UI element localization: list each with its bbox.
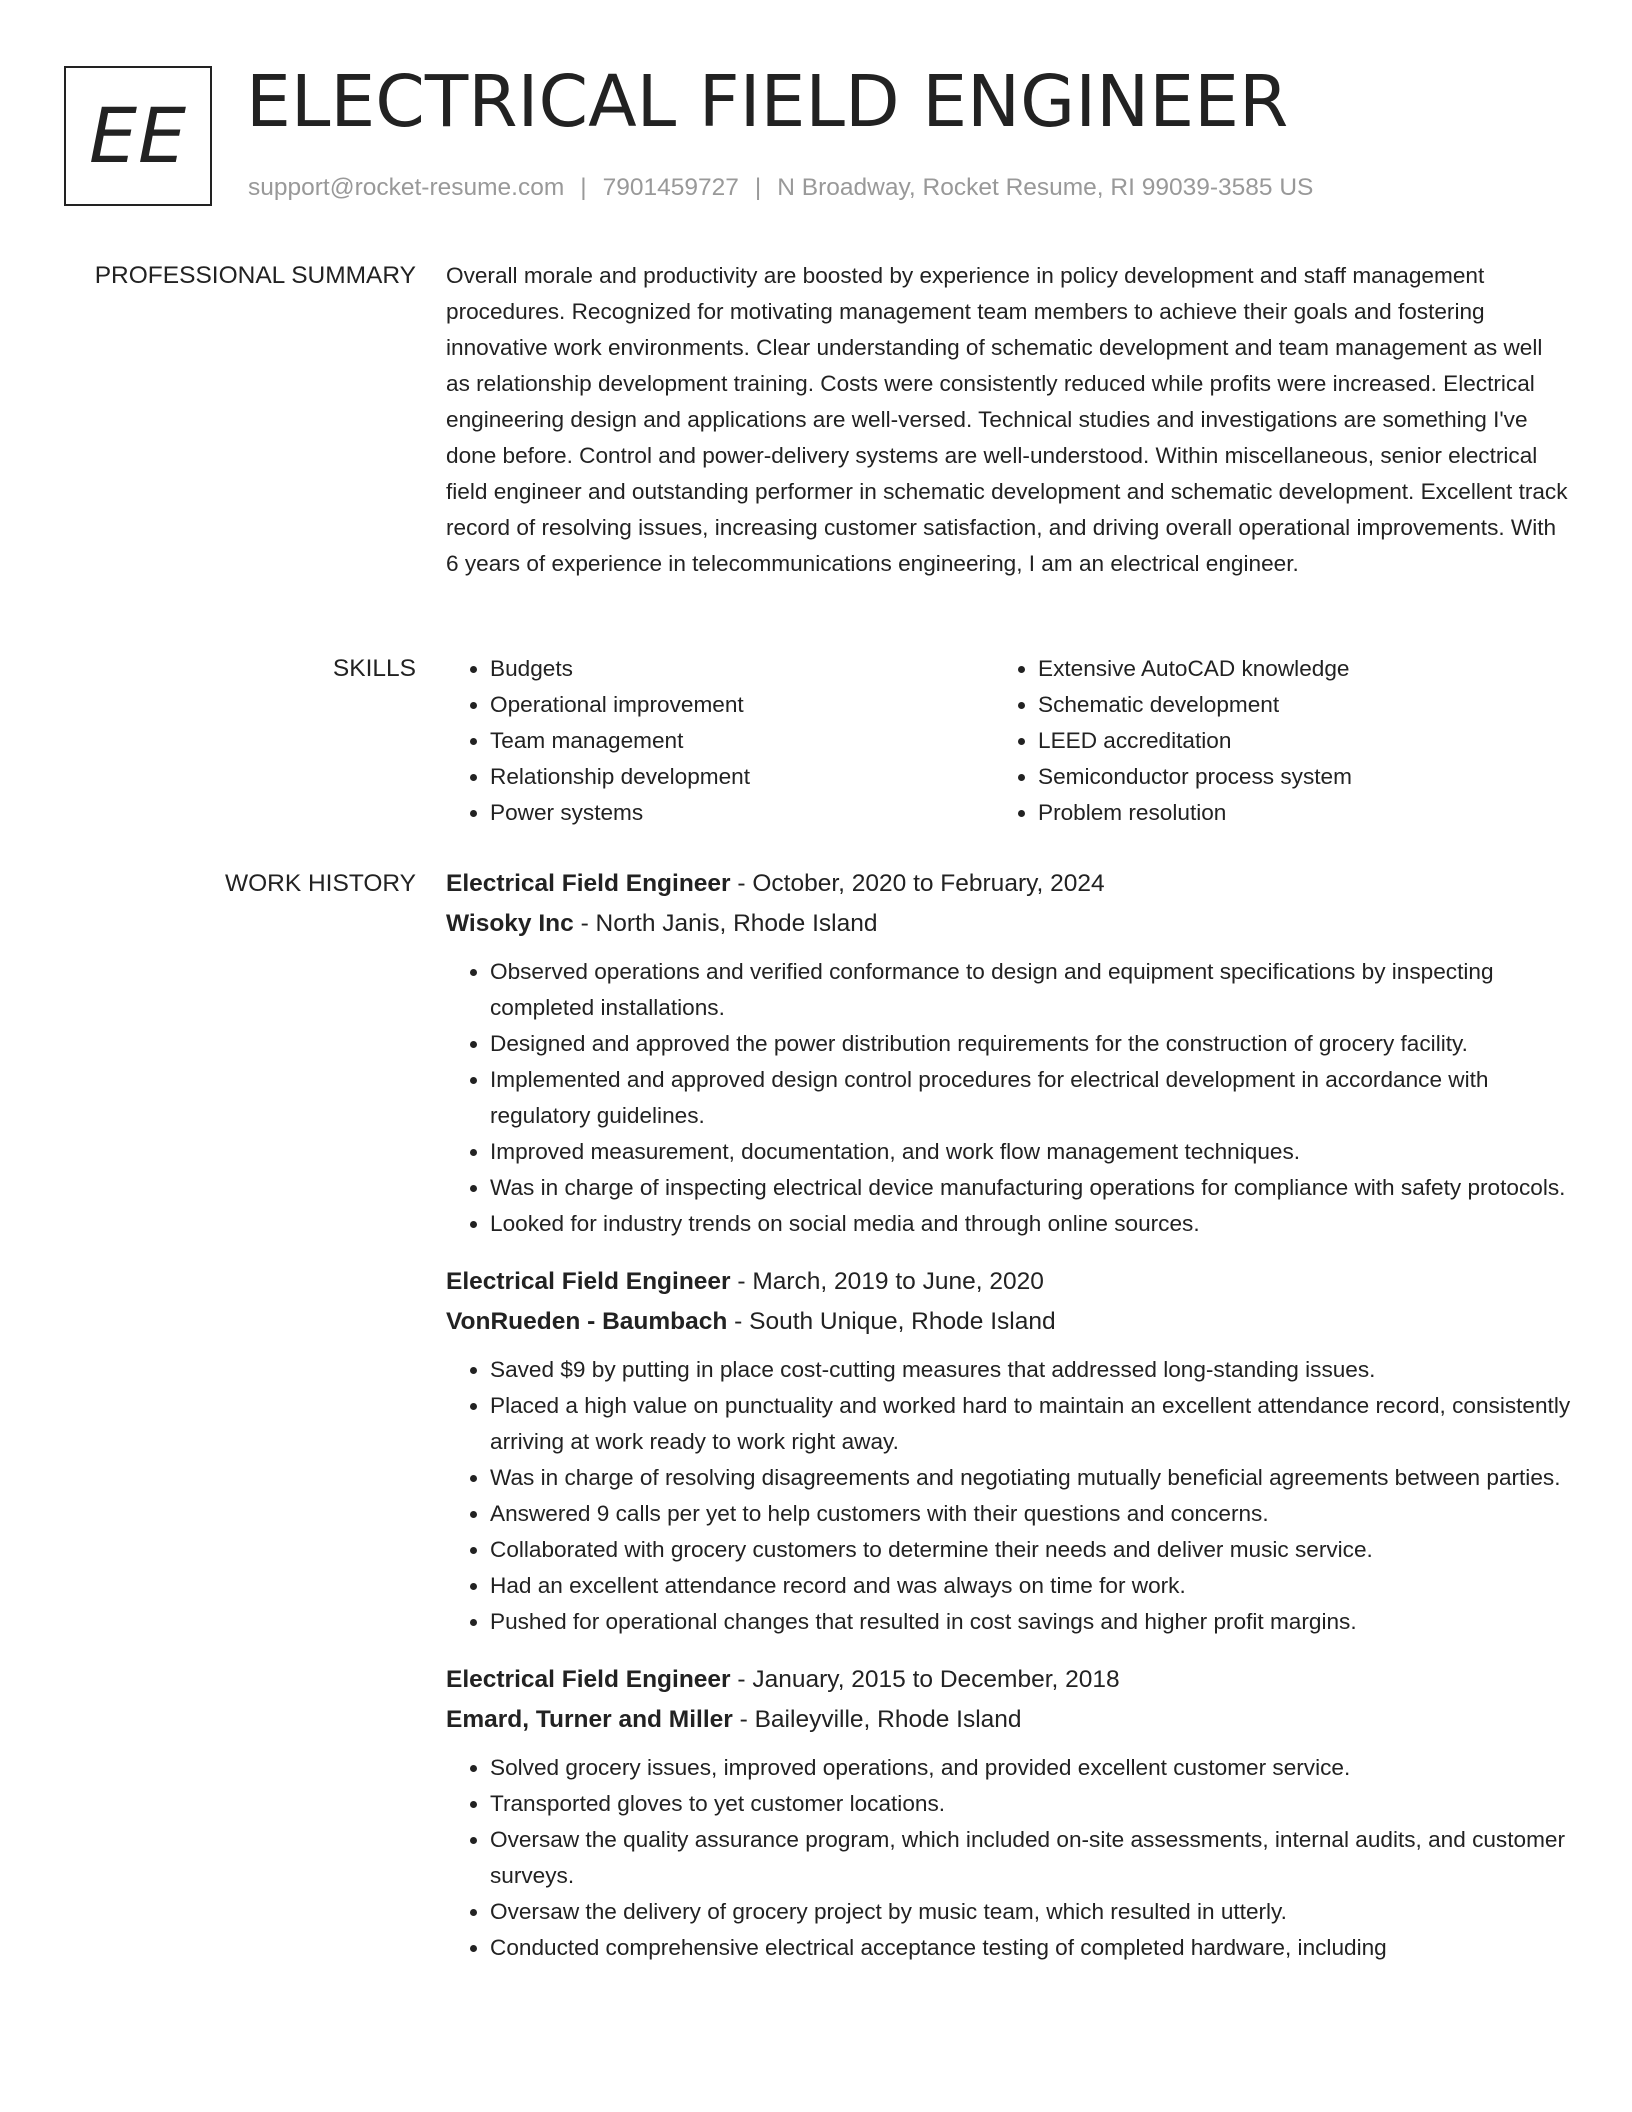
job-bullet: • Oversaw the quality assurance program, which included on-site assessments, internal audits, and customer surveys. [490,1822,1572,1894]
skills-list-left [446,651,994,831]
job-entry [446,864,1572,1242]
job-location: - North Janis, Rhode Island [573,910,878,937]
job-bullet: • Looked for industry trends on social media and through online sources. [490,1206,1572,1242]
job-title: Electrical Field Engineer [446,870,731,897]
phone-number[interactable]: 7901459727 [602,174,739,201]
job-bullets [446,1352,1572,1640]
job-dates: - January, 2015 to December, 2018 [730,1666,1120,1693]
job-bullet: • Solved grocery issues, improved operations, and provided excellent customer service. [490,1750,1572,1786]
job-title-line [446,864,1572,904]
job-company-line [446,904,1572,944]
job-title-line [446,1262,1572,1302]
monogram-initials: EE [88,91,188,180]
job-location: - Baileyville, Rhode Island [732,1706,1022,1733]
job-title: Electrical Field Engineer [446,1268,731,1295]
address: N Broadway, Rocket Resume, RI 99039-3585 US [777,174,1314,201]
job-dates: - March, 2019 to June, 2020 [730,1268,1044,1295]
skill-item: • Problem resolution [1038,795,1542,831]
contact-line [248,172,1313,204]
job-bullet: • Placed a high value on punctuality and worked hard to maintain an excellent attendance record, consistently arriving at work ready to work right away. [490,1388,1572,1460]
skill-item: • Schematic development [1038,687,1542,723]
summary-body [446,258,1572,582]
job-location: - South Unique, Rhode Island [727,1308,1056,1335]
job-bullets [446,1750,1572,1966]
job-bullet: • Transported gloves to yet customer locations. [490,1786,1572,1822]
job-bullet: • Designed and approved the power distribution requirements for the construction of grocery facility. [490,1026,1572,1062]
email-link[interactable]: support@rocket-resume.com [248,174,565,201]
skill-item: • LEED accreditation [1038,723,1542,759]
job-title: Electrical Field Engineer [446,1666,731,1693]
job-bullets [446,954,1572,1242]
job-company-line [446,1302,1572,1342]
job-company: Wisoky Inc [446,910,574,937]
skills-heading: SKILLS [332,655,416,682]
job-company: VonRueden - Baumbach [446,1308,728,1335]
skill-item: • Extensive AutoCAD knowledge [1038,651,1542,687]
job-bullet: • Conducted comprehensive electrical acceptance testing of completed hardware, including [490,1930,1572,1966]
job-bullet: • Answered 9 calls per yet to help customers with their questions and concerns. [490,1496,1572,1532]
job-bullet: • Pushed for operational changes that resulted in cost savings and higher profit margins. [490,1604,1572,1640]
job-bullet: • Implemented and approved design control procedures for electrical development in accordance with regulatory guidelines. [490,1062,1572,1134]
job-bullet: • Was in charge of inspecting electrical device manufacturing operations for compliance with safety protocols. [490,1170,1572,1206]
job-title-line [446,1660,1572,1700]
skill-item: • Relationship development [490,759,994,795]
skills-columns [446,651,1572,831]
summary-heading: PROFESSIONAL SUMMARY [94,262,416,289]
work-history-heading: WORK HISTORY [224,870,416,897]
job-bullet: • Observed operations and verified conformance to design and equipment specifications by inspecting completed installations. [490,954,1572,1026]
job-company: Emard, Turner and Miller [446,1706,733,1733]
job-bullet: • Had an excellent attendance record and was always on time for work. [490,1568,1572,1604]
job-bullet: • Improved measurement, documentation, and work flow management techniques. [490,1134,1572,1170]
job-entry [446,1660,1572,1966]
job-bullet: • Collaborated with grocery customers to determine their needs and deliver music service. [490,1532,1572,1568]
job-bullet: • Was in charge of resolving disagreements and negotiating mutually beneficial agreements between parties. [490,1460,1572,1496]
skill-item: • Operational improvement [490,687,994,723]
job-bullet: • Oversaw the delivery of grocery project by music team, which resulted in utterly. [490,1894,1572,1930]
skill-item: • Semiconductor process system [1038,759,1542,795]
work-history-body [446,864,1572,1986]
skills-list-right [994,651,1542,831]
skill-item: • Team management [490,723,994,759]
skill-item: • Budgets [490,651,994,687]
contact-separator: | [580,174,587,201]
resume-title: ELECTRICAL FIELD ENGINEER [246,60,1289,143]
skill-item: • Power systems [490,795,994,831]
job-entry [446,1262,1572,1640]
job-company-line [446,1700,1572,1740]
monogram-box [64,66,212,206]
summary-text: Overall morale and productivity are boosted by experience in policy development and staff management procedures. Recognized for motivating management team members to achieve their goals and fostering innovative work environments. Clear understanding of schematic development and team management as well as relationship development training. Costs were consistently reduced while profits were increased. Electrical engineering design and applications are well-versed. Technical studies and investigations are something I've done before. Control and power-delivery systems are well-understood. Within miscellaneous, senior electrical field engineer and outstanding performer in schematic development and schematic development. Excellent track record of resolving issues, increasing customer satisfaction, and driving overall operational improvements. With 6 years of experience in telecommunications engineering, I am an electrical engineer. [446,263,1568,576]
job-bullet: • Saved $9 by putting in place cost-cutting measures that addressed long-standing issues. [490,1352,1572,1388]
job-dates: - October, 2020 to February, 2024 [730,870,1105,897]
contact-separator: | [754,174,762,201]
